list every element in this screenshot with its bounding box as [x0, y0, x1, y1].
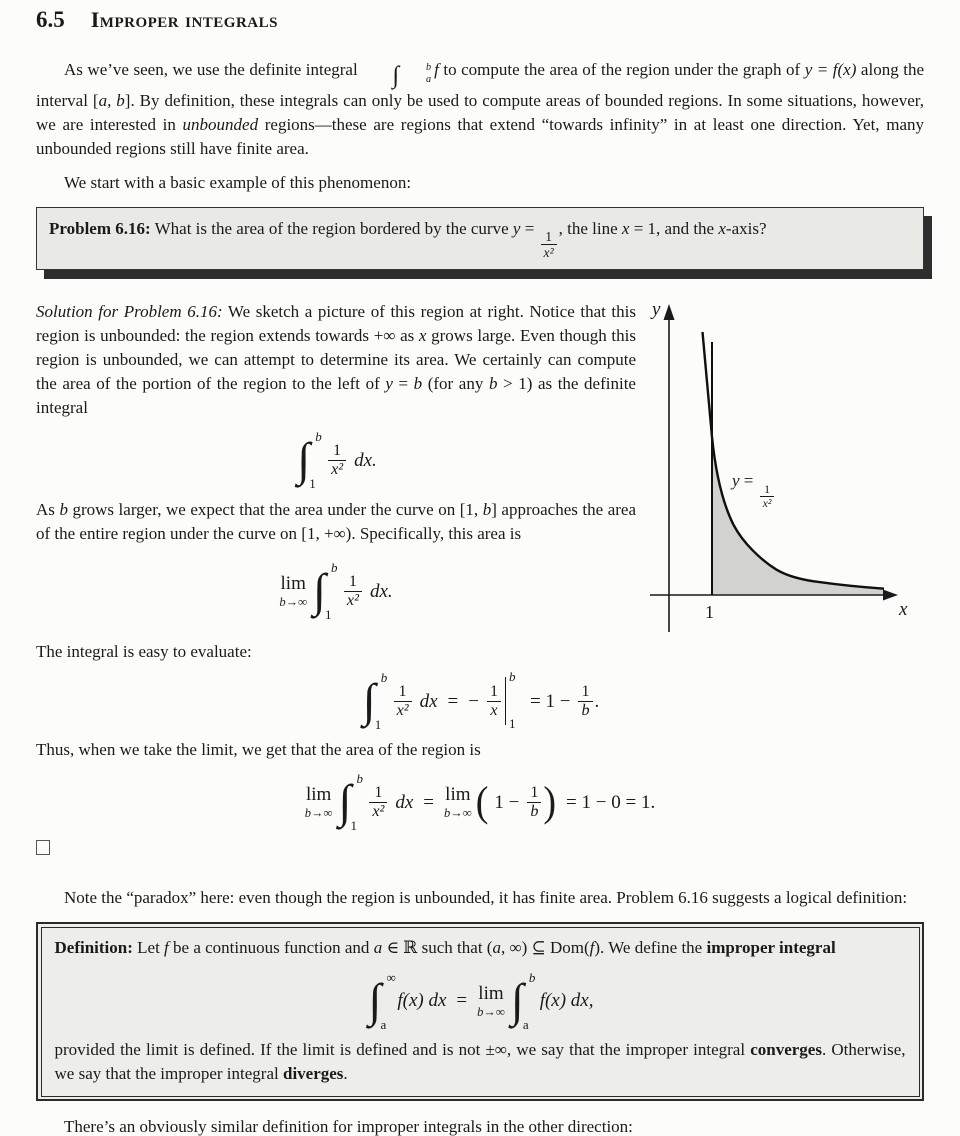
upper-limit: b [356, 771, 363, 787]
figure-column [636, 300, 924, 640]
open-paren: ( [475, 778, 489, 826]
solution-with-figure [36, 300, 924, 640]
evaluation-lower-limit: 1 [509, 716, 516, 732]
integral-sign: ∫ b a [510, 969, 536, 1032]
display-definite-integral [36, 428, 636, 492]
upper-limit: b [380, 670, 388, 686]
upper-limit-infinity: ∞ [386, 969, 396, 985]
problem-statement: Problem 6.16: What is the area of the region bordered by the curve y = $\frac{1}{\text{x²}}$ , the line x = 1, and the x-axis? [49, 218, 767, 261]
period: . [594, 690, 600, 712]
y-axis-label: y [652, 299, 661, 321]
upper-limit: b [331, 560, 338, 576]
limit-paragraph: Thus, when we take the limit, we get that the area of the region is [36, 740, 481, 760]
paradox-note-paragraph: Note the “paradox” here: even though the region is unbounded, it has finite area. Problem 6.16 suggests a logical definition: [64, 888, 908, 908]
display-improper-integral-definition [55, 970, 906, 1032]
integrand: f(x) dx, [539, 990, 594, 1012]
limit-operator: lim b→∞ [279, 573, 308, 610]
result-text: = 1 − 0 = 1. [566, 791, 656, 813]
integral-sign: ∫ ∞ a [368, 969, 396, 1032]
solution-column [36, 300, 636, 640]
equals-sign: = [447, 690, 459, 712]
close-paren: ) [543, 778, 557, 826]
definition-text: Definition: Let f be a continuous function and a ∈ ℝ such that (a, ∞) ⊆ Dom(f). We define the improper integral [54, 937, 836, 957]
lower-limit-a: a [522, 1016, 529, 1032]
fraction-one-over-x-squared: $\frac{1}{\text{x²}}$ [328, 442, 346, 479]
equals-sign: = [423, 791, 435, 813]
one-minus: 1 − [494, 791, 520, 813]
dx-term: dx [395, 791, 414, 813]
section-number: 6.5 [36, 7, 65, 32]
integrand: f(x) dx [397, 990, 447, 1012]
shaded-region [712, 437, 884, 595]
curve-equation-label: y = $\frac{1}{\text{x²}}$ [732, 472, 776, 510]
lower-limit: 1 [325, 607, 332, 623]
evaluate-paragraph: The integral is easy to evaluate: [36, 642, 252, 662]
integral-sign: ∫ b 1 [338, 771, 363, 834]
section-heading [36, 8, 924, 32]
display-limit-integral [36, 556, 636, 626]
display-evaluation [36, 670, 924, 732]
section-title: Improper integrals [90, 7, 278, 32]
fraction-one-over-x-squared: $\frac{1}{\text{x²}}$ [394, 683, 412, 720]
x-axis-label: x [899, 599, 908, 621]
x-tick-label-1: 1 [705, 602, 714, 623]
minus-sign: − [468, 690, 479, 712]
dx-term: dx. [369, 580, 393, 602]
closing-paragraph: There’s an obviously similar definition for improper integrals in the other direction: [64, 1117, 633, 1136]
lower-limit: 1 [309, 476, 316, 492]
upper-limit-b: b [528, 969, 536, 985]
definition-convergence-text: provided the limit is defined. If the limit is defined and is not ±∞, we say that the improper integral converges. Otherwise, we say that the improper integral diverges. [54, 1039, 906, 1083]
solution-paragraph: Solution for Problem 6.16: We sketch a picture of this region at right. Notice that this region is unbounded: the region extends towards +∞ as x grows large. Even though this region is unbounded, we can attempt to determine its area. We certainly can compute the area of the portion of the region to the left of y = b (for any b > 1) as the definite integral [36, 302, 636, 418]
evaluation-bar [505, 669, 520, 732]
dx-term: dx. [354, 449, 377, 471]
equals-one-minus: = 1 − [530, 690, 571, 712]
fraction-one-over-x-squared: $\frac{1}{\text{x²}}$ [369, 784, 387, 821]
y-axis-arrowhead [664, 304, 675, 320]
as-b-grows-paragraph: As b grows larger, we expect that the area under the curve on [1, b] approaches the area of the entire region under the curve on [1, +∞). Specifically, this area is [36, 500, 636, 544]
integral-sign: ∫ b 1 [362, 670, 388, 733]
intro-paragraph: As we’ve seen, we use the definite integral ∫ b a f to compute the area of the region under the graph of y = f(x) along the interval [a, b]. By definition, these integrals can only be used to compute areas of bounded regions. In some situations, however, we are interested in unbounded regions—these are regions that extend “towards infinity” in at least one direction. Yet, many unbounded regions still have finite area. [36, 60, 925, 158]
limit-operator: lim b→∞ [304, 784, 333, 821]
limit-operator: lim b→∞ [477, 982, 505, 1019]
fraction-one-over-x: $\frac{1}{x}$ [487, 683, 501, 720]
upper-limit: b [315, 429, 322, 445]
definition-box [36, 922, 924, 1101]
integral-sign: ∫ b 1 [297, 429, 322, 492]
problem-box [36, 207, 924, 271]
figure-graph [646, 300, 922, 640]
evaluation-upper-limit: b [509, 669, 516, 685]
limit-operator: lim b→∞ [444, 784, 472, 821]
display-final-limit [36, 770, 924, 834]
lower-limit-a: a [380, 1016, 387, 1032]
dx-term: dx [419, 690, 438, 712]
graph-canvas [646, 300, 922, 640]
end-of-solution-marker [36, 840, 50, 855]
x-axis-arrowhead [883, 590, 898, 601]
fraction-one-over-x-squared: $\frac{1}{\text{x²}}$ [344, 573, 362, 610]
fraction-one-over-b: $\frac{1}{b}$ [527, 784, 541, 821]
lead-in-paragraph: We start with a basic example of this phenomenon: [64, 172, 412, 192]
lower-limit: 1 [350, 818, 357, 834]
lower-limit: 1 [374, 717, 382, 733]
fraction-one-over-b: $\frac{1}{b}$ [578, 683, 592, 720]
integral-sign: ∫ b 1 [313, 560, 338, 623]
equals-sign: = [456, 990, 468, 1012]
